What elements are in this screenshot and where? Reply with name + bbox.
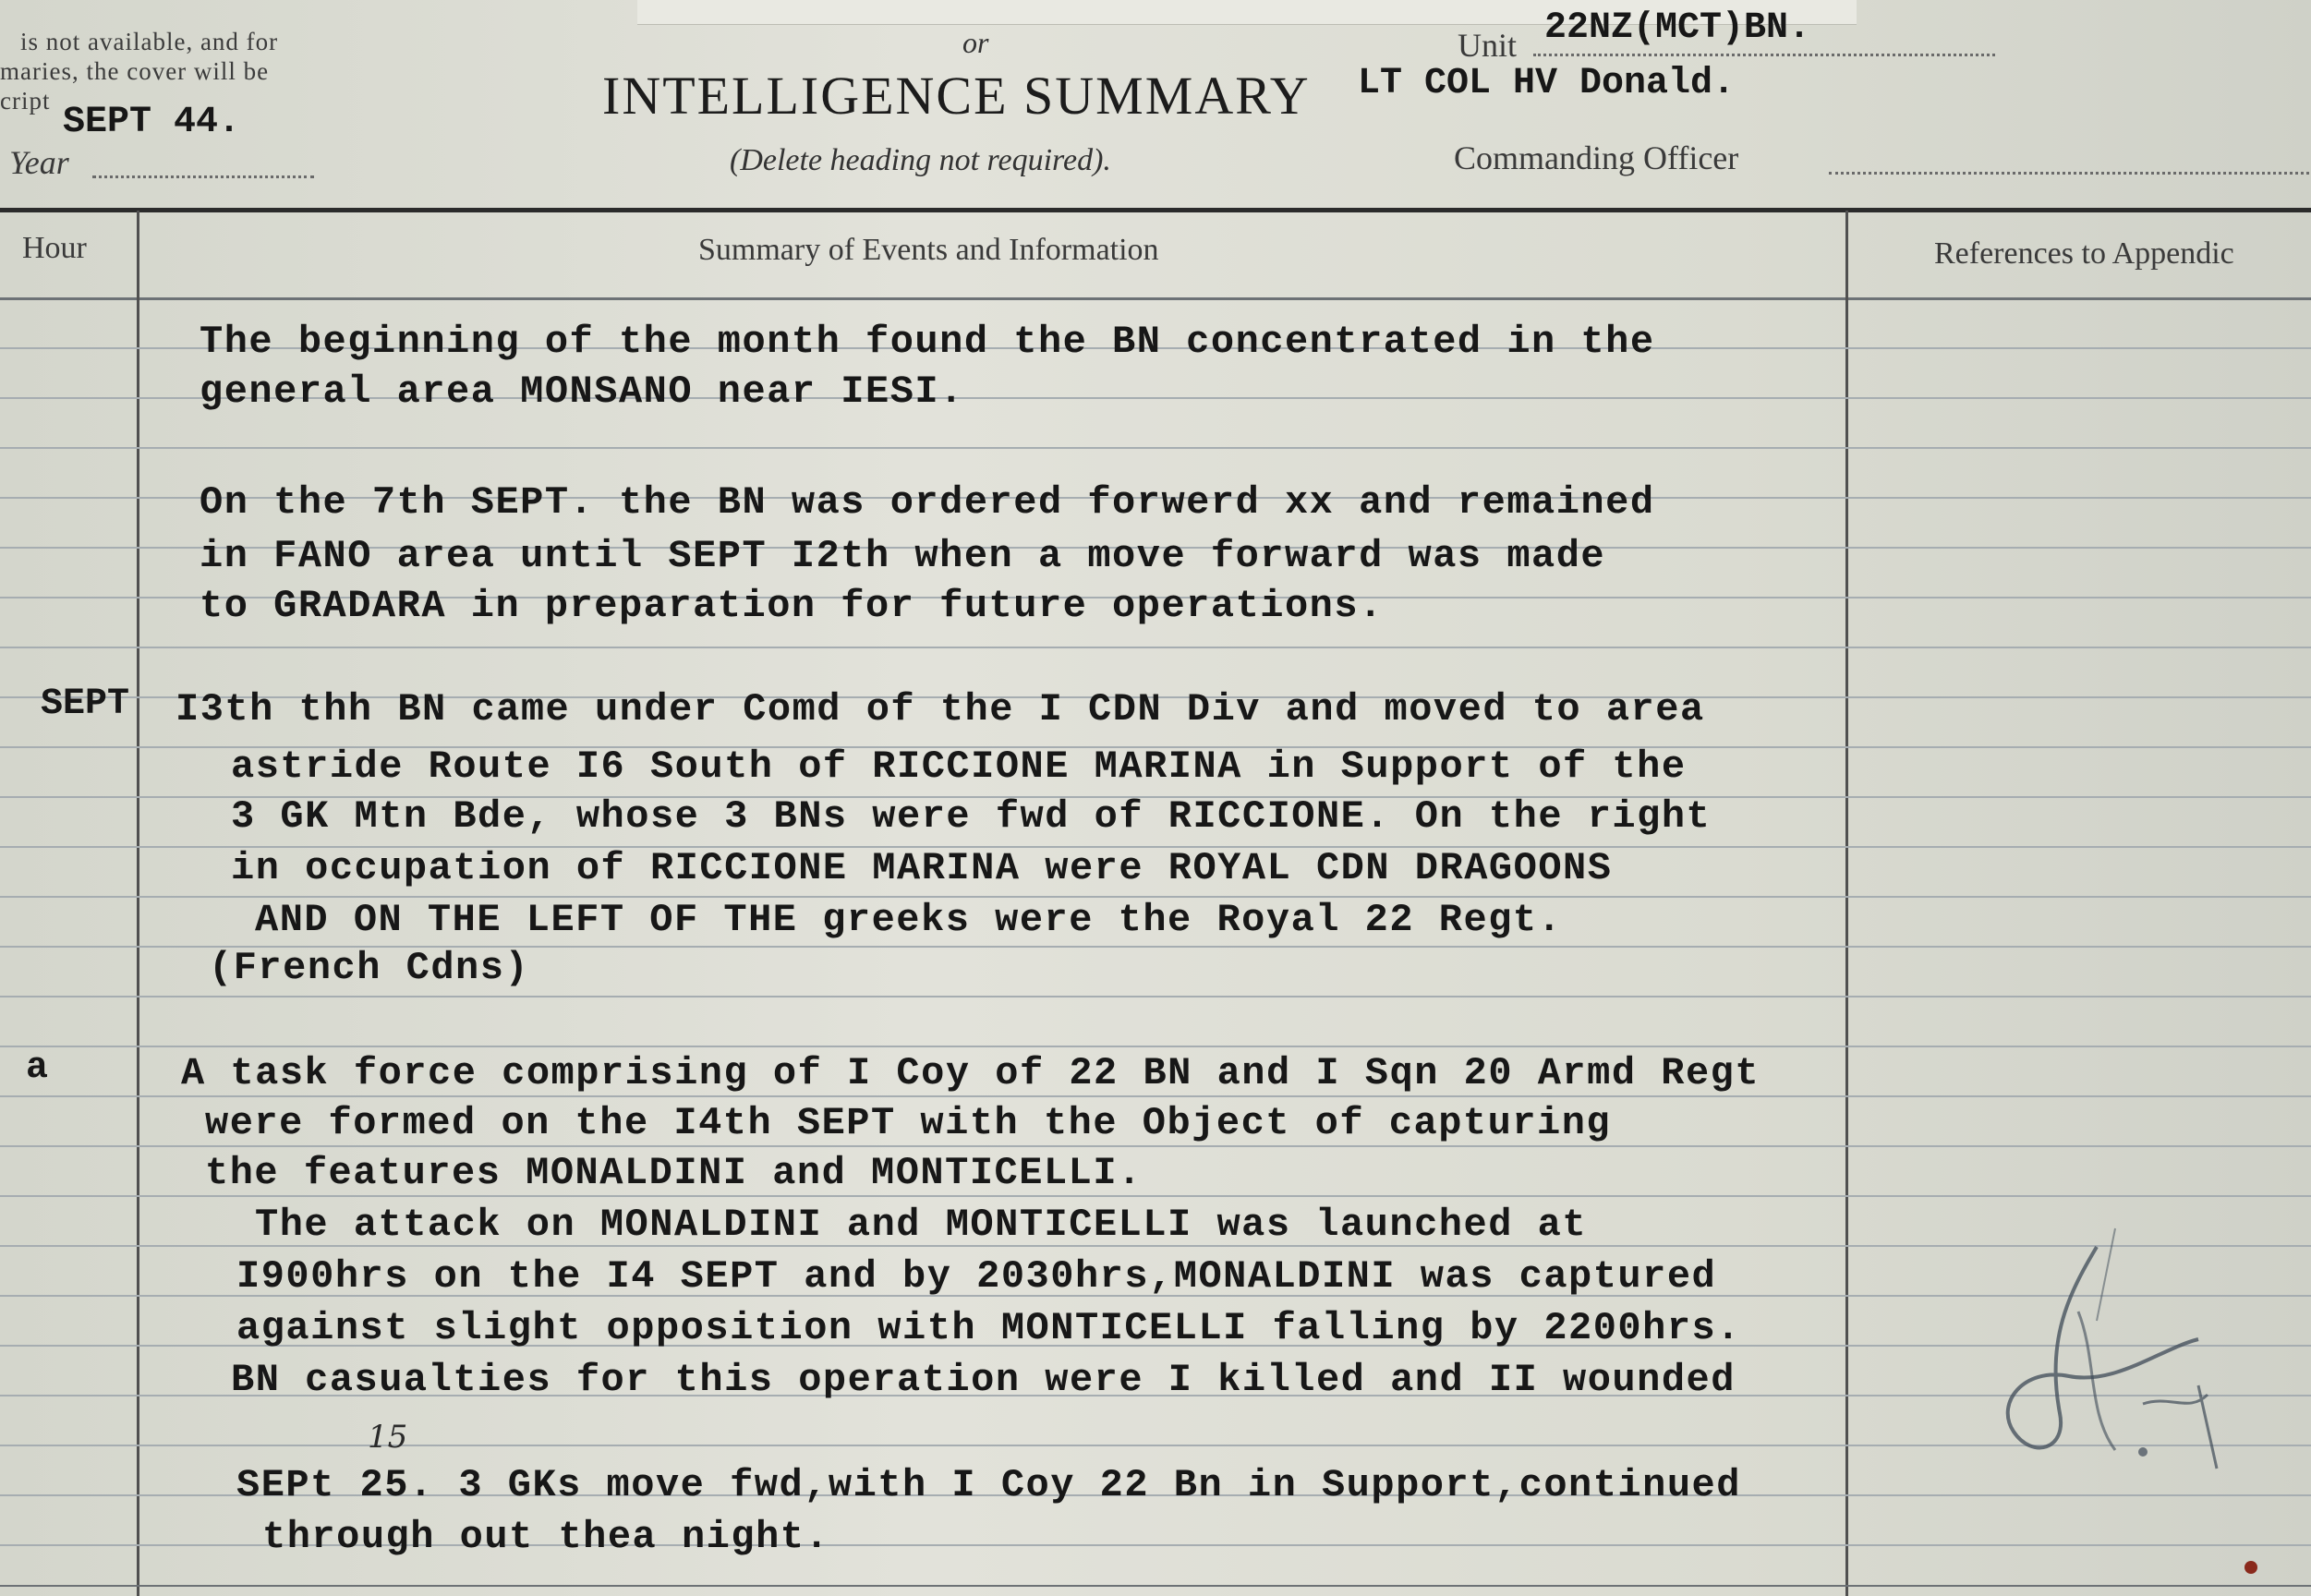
entry-line: in FANO area until SEPT I2th when a move forward was made (200, 534, 1606, 578)
unit-label: Unit (1458, 27, 1518, 64)
rule-line (0, 996, 2311, 998)
cover-note-line-1: is not available, and for (20, 28, 279, 55)
entry-line: I900hrs on the I4 SEPT and by 2030hrs,MONALDINI was captured (236, 1254, 1717, 1299)
entry-line: were formed on the I4th SEPT with the Object of capturing (205, 1101, 1612, 1145)
entry-line: SEPt 25. 3 GKs move fwd,with I Coy 22 Bn in Support,continued (236, 1463, 1741, 1507)
summary-column-divider (1845, 211, 1848, 1596)
month-year-typed: SEPT 44. (63, 102, 241, 143)
entry-line: the features MONALDINI and MONTICELLI. (205, 1151, 1143, 1195)
column-hour: Hour (22, 231, 87, 265)
column-references: References to Appendic (1934, 236, 2234, 271)
rule-line (0, 1095, 2311, 1097)
hour-column-divider (137, 211, 139, 1596)
rule-line (0, 1046, 2311, 1047)
cover-note-line-2: maries, the cover will be (0, 57, 270, 85)
commanding-officer-label: Commanding Officer (1454, 139, 1739, 176)
signature-stamp (1958, 1210, 2263, 1487)
entry-line: astride Route I6 South of RICCIONE MARINA in Support of the (231, 744, 1687, 789)
page-title: INTELLIGENCE SUMMARY (602, 66, 1311, 126)
entry-line: AND ON THE LEFT OF THE greeks were the Royal 22 Regt. (255, 898, 1563, 942)
unit-typed: 22NZ(MCT)BN. (1544, 7, 1811, 49)
cover-note-line-3: cript (0, 87, 51, 115)
entry-line: I3th thh BN came under Comd of the I CDN Div and moved to area (175, 687, 1705, 732)
entry-line: general area MONSANO near IESI. (200, 369, 964, 414)
year-label: Year (9, 144, 69, 181)
rule-line (0, 1585, 2311, 1587)
rule-line (0, 647, 2311, 648)
entry-line: to GRADARA in preparation for future operations. (200, 584, 1384, 628)
entry-line: in occupation of RICCIONE MARINA were ROYAL CDN DRAGOONS (231, 846, 1613, 890)
table-top-rule (0, 208, 2311, 212)
handwritten-date-correction: 15 (368, 1419, 408, 1456)
entry-date-margin: SEPT (41, 683, 130, 725)
header-bottom-rule (0, 297, 2311, 300)
column-summary: Summary of Events and Information (698, 233, 1159, 267)
rule-line (0, 1195, 2311, 1197)
entry-line: BN casualties for this operation were I killed and II wounded (231, 1358, 1736, 1402)
delete-heading-note: (Delete heading not required). (730, 143, 1111, 177)
entry-line: (French Cdns) (209, 946, 530, 990)
entry-line: against slight opposition with MONTICELLI falling by 2200hrs. (236, 1306, 1741, 1350)
entry-line: 3 GK Mtn Bde, whose 3 BNs were fwd of RICCIONE. On the right (231, 794, 1712, 839)
rule-line (0, 447, 2311, 449)
entry-line: through out thea night. (262, 1515, 830, 1559)
entry-line: On the 7th SEPT. the BN was ordered forwerd xx and remained (200, 480, 1655, 525)
year-dotted-line (92, 175, 314, 178)
or-text: or (962, 26, 989, 59)
unit-dotted-line (1533, 54, 1995, 56)
commander-dotted-line (1829, 172, 2309, 175)
entry-line: The beginning of the month found the BN concentrated in the (200, 320, 1655, 364)
red-ink-dot (2244, 1561, 2257, 1574)
entry-line: A task force comprising of I Coy of 22 BN and I Sqn 20 Armd Regt (181, 1051, 1760, 1095)
rule-line (0, 1145, 2311, 1147)
entry-margin-mark: a (26, 1047, 49, 1089)
entry-line: The attack on MONALDINI and MONTICELLI was launched at (255, 1203, 1588, 1247)
commander-typed: LT COL HV Donald. (1358, 63, 1736, 104)
